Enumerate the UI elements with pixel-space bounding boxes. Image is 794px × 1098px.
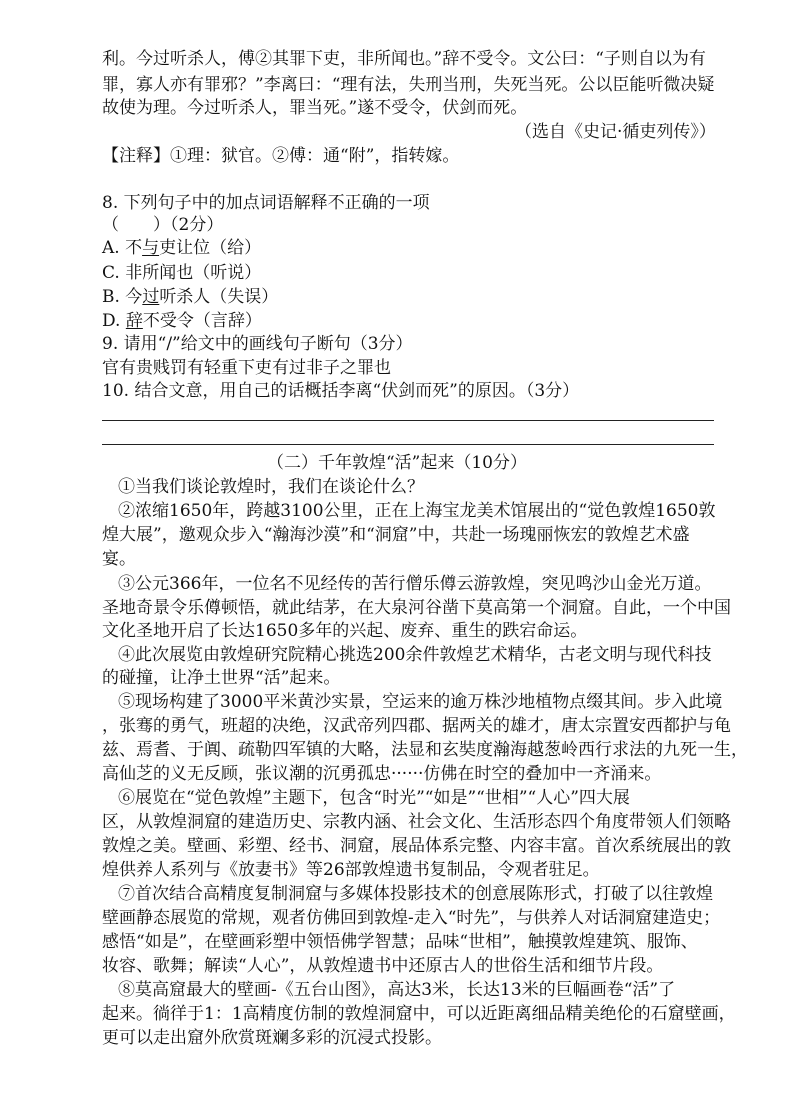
passage-line: 利。今过听杀人，傅②其罪下吏，非所闻也。”辞不受令。文公曰：“子则自以为有 (102, 49, 706, 69)
question-8-blank: （ ）（2分） (102, 215, 224, 235)
article-line: 的碰撞，让净土世界“活”起来。 (102, 668, 341, 688)
dotted-word: 过 (142, 287, 160, 307)
question-8: 8. 下列句子中的加点词语解释不正确的一项 (102, 193, 430, 213)
option-a: A. 不与吏让位（给） (102, 238, 262, 258)
question-9: 9. 请用“/”给文中的画线句子断句（3分） (102, 334, 413, 354)
passage-source: （选自《史记·循吏列传》） (515, 122, 716, 142)
article-line: 起来。徜徉于1：1高精度仿制的敦煌洞窟中，可以近距离细品精美绝伦的石窟壁画， (102, 1004, 736, 1024)
article-line: ①当我们谈论敦煌时，我们在谈论什么？ (118, 477, 424, 497)
article-line: 敦煌之美。壁画、彩塑、经书、洞窟，展品体系完整、内容丰富。首次系统展出的敦 (102, 836, 731, 856)
article-line: ③公元366年，一位名不见经传的苦行僧乐僔云游敦煌，突见鸣沙山金光万道。 (118, 574, 712, 594)
question-10: 10. 结合文意，用自己的话概括李离“伏剑而死”的原因。（3分） (102, 381, 580, 401)
article-line: ⑥展览在“觉色敦煌”主题下，包含“时光”“如是”“世相”“人心”四大展 (118, 788, 630, 808)
article-line: 妆容、歌舞；解读“人心”，从敦煌遗书中还原古人的世俗生活和细节片段。 (102, 956, 664, 976)
article-line: ⑧莫高窟最大的壁画-《五台山图》，高达3米，长达13米的巨幅画卷“活”了 (118, 980, 676, 1000)
option-c: C. 非所闻也（听说） (102, 263, 262, 283)
article-line: ，张骞的勇气，班超的决绝，汉武帝列四郡、据两关的雄才，唐太宗置安西都护与龟 (102, 716, 731, 736)
article-line: 文化圣地开启了长达1650多年的兴起、废弃、重生的跌宕命运。 (102, 621, 588, 641)
article-line: 圣地奇景令乐僔顿悟，就此结茅，在大泉河谷凿下莫高第一个洞窟。自此，一个中国 (102, 598, 731, 618)
article-line: 高仙芝的义无反顾，张议潮的沉勇孤忠······仿佛在时空的叠加中一齐涌来。 (102, 764, 662, 784)
article-line: ④此次展览由敦煌研究院精心挑选200余件敦煌艺术精华，古老文明与现代科技 (118, 645, 712, 665)
option-b: B. 今过听杀人（失误） (102, 287, 279, 307)
article-line: ⑤现场构建了3000平米黄沙实景，空运来的逾万株沙地植物点缀其间。步入此境 (118, 692, 723, 712)
passage-line: 故使为理。今过听杀人，罪当死。”遂不受令，伏剑而死。 (102, 98, 528, 118)
passage-note: 【注释】①理：狱官。②傅：通“附”，指转嫁。 (102, 146, 460, 166)
dotted-word: 与 (142, 238, 160, 258)
passage-line: 罪，寡人亦有罪邪？”李离曰：“理有法，失刑当刑，失死当死。公以臣能听微决疑 (102, 75, 715, 95)
article-line: ②浓缩1650年，跨越3100公里，正在上海宝龙美术馆展出的“觉色敦煌1650敦 (118, 501, 716, 521)
question-9-sentence: 官有贵贱罚有轻重下吏有过非子之罪也 (102, 358, 391, 378)
article-line: 宴。 (102, 549, 136, 569)
answer-line[interactable] (102, 420, 714, 421)
answer-line[interactable] (102, 444, 714, 445)
option-d: D. 辞不受令（言辞） (102, 311, 262, 331)
article-heading: （二）千年敦煌“活”起来（10分） (266, 453, 527, 473)
article-line: 更可以走出窟外欣赏斑斓多彩的沉浸式投影。 (102, 1028, 442, 1048)
article-line: 煌大展”，邀观众步入“瀚海沙漠”和“洞窟”中，共赴一场瑰丽恢宏的敦煌艺术盛 (102, 525, 690, 545)
article-line: 区，从敦煌洞窟的建造历史、宗教内涵、社会文化、生活形态四个角度带领人们领略 (102, 812, 731, 832)
article-line: 兹、焉耆、于阗、疏勒四军镇的大略，法显和玄奘度瀚海越葱岭西行求法的九死一生， (102, 740, 748, 760)
dotted-word: 辞 (125, 311, 143, 331)
article-line: 感悟“如是”，在壁画彩塑中领悟佛学智慧；品味“世相”，触摸敦煌建筑、服饰、 (102, 932, 698, 952)
article-line: 煌供养人系列与《放妻书》等26部敦煌遗书复制品，令观者驻足。 (102, 860, 600, 880)
article-line: 壁画静态展览的常规，观者仿佛回到敦煌-走入“时先”，与供养人对话洞窟建造史； (102, 908, 721, 928)
article-line: ⑦首次结合高精度复制洞窟与多媒体投影技术的创意展陈形式，打破了以往敦煌 (118, 884, 713, 904)
